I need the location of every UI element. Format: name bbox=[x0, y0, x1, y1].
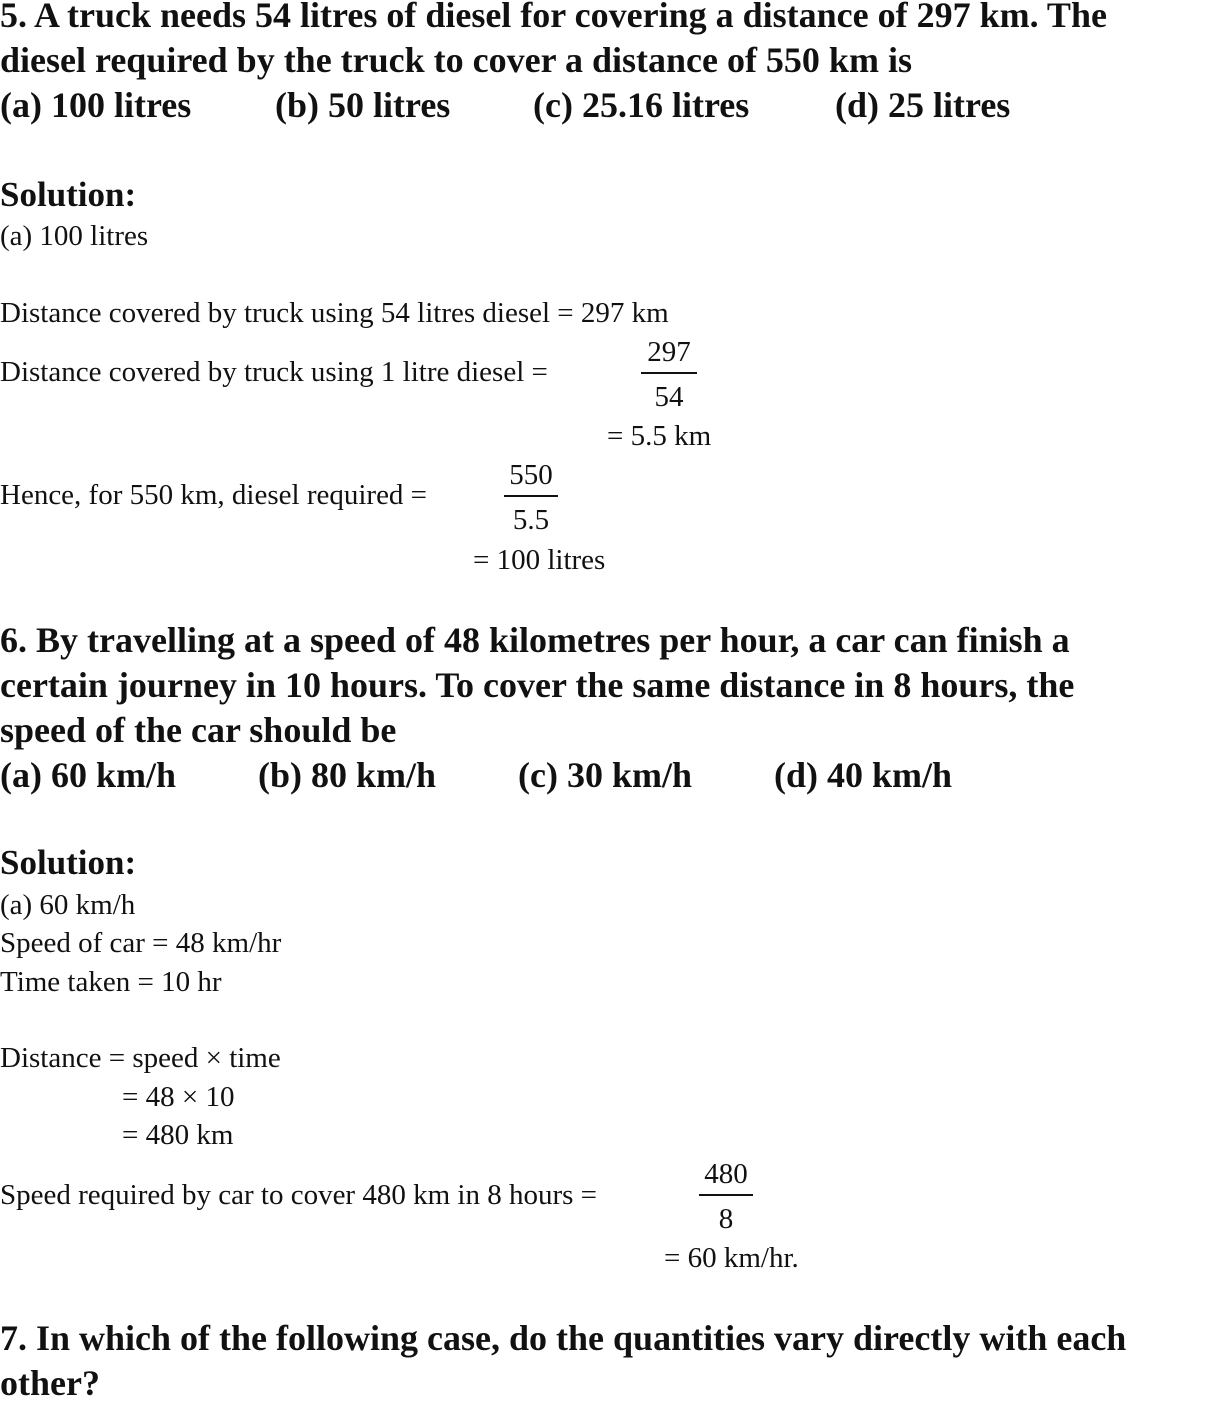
solution-step: = 480 km bbox=[122, 1119, 234, 1151]
question-text: 7. In which of the following case, do the quantities vary directly with each bbox=[0, 1318, 1127, 1358]
question-text: certain journey in 10 hours. To cover the same distance in 8 hours, the bbox=[0, 665, 1075, 705]
option-d: (d) 25 litres bbox=[835, 85, 1011, 125]
solution-step: Distance covered by truck using 1 litre diesel = bbox=[0, 356, 548, 388]
numerator: 480 bbox=[704, 1158, 748, 1190]
denominator: 54 bbox=[654, 381, 684, 413]
solution-step: = 48 × 10 bbox=[122, 1081, 235, 1113]
solution-heading: Solution: bbox=[0, 843, 137, 882]
option-c: (c) 25.16 litres bbox=[533, 85, 750, 125]
solution-step: Speed required by car to cover 480 km in 8 hours = bbox=[0, 1179, 598, 1211]
solution-step: Time taken = 10 hr bbox=[0, 966, 222, 998]
solution-step: Speed of car = 48 km/hr bbox=[0, 927, 282, 959]
question-text: diesel required by the truck to cover a distance of 550 km is bbox=[0, 40, 912, 80]
denominator: 8 bbox=[718, 1203, 734, 1235]
fraction-bar bbox=[504, 495, 558, 497]
denominator: 5.5 bbox=[512, 504, 550, 536]
question-text: 5. A truck needs 54 litres of diesel for covering a distance of 297 km. The bbox=[0, 0, 1107, 35]
solution-step: Distance covered by truck using 54 litres diesel = 297 km bbox=[0, 297, 669, 329]
question-text: 6. By travelling at a speed of 48 kilometres per hour, a car can finish a bbox=[0, 620, 1070, 660]
option-a: (a) 100 litres bbox=[0, 85, 192, 125]
fraction-bar bbox=[641, 372, 697, 374]
fraction bbox=[699, 1154, 753, 1239]
option-d: (d) 40 km/h bbox=[774, 755, 953, 795]
question-text: speed of the car should be bbox=[0, 710, 397, 750]
option-b: (b) 50 litres bbox=[275, 85, 451, 125]
numerator: 550 bbox=[509, 459, 553, 491]
option-c: (c) 30 km/h bbox=[518, 755, 692, 795]
numerator: 297 bbox=[647, 336, 691, 368]
fraction bbox=[504, 455, 558, 540]
solution-result: = 60 km/hr. bbox=[664, 1242, 799, 1274]
fraction bbox=[641, 332, 697, 417]
solution-step: Distance = speed × time bbox=[0, 1042, 281, 1074]
option-a: (a) 60 km/h bbox=[0, 755, 177, 795]
solution-step: Hence, for 550 km, diesel required = bbox=[0, 479, 428, 511]
solution-result: = 100 litres bbox=[473, 544, 606, 576]
answer: (a) 60 km/h bbox=[0, 889, 136, 921]
option-b: (b) 80 km/h bbox=[258, 755, 437, 795]
solution-heading: Solution: bbox=[0, 175, 137, 214]
solution-result: = 5.5 km bbox=[607, 420, 712, 452]
fraction-bar bbox=[699, 1194, 753, 1196]
answer: (a) 100 litres bbox=[0, 220, 149, 252]
question-text: other? bbox=[0, 1363, 100, 1403]
